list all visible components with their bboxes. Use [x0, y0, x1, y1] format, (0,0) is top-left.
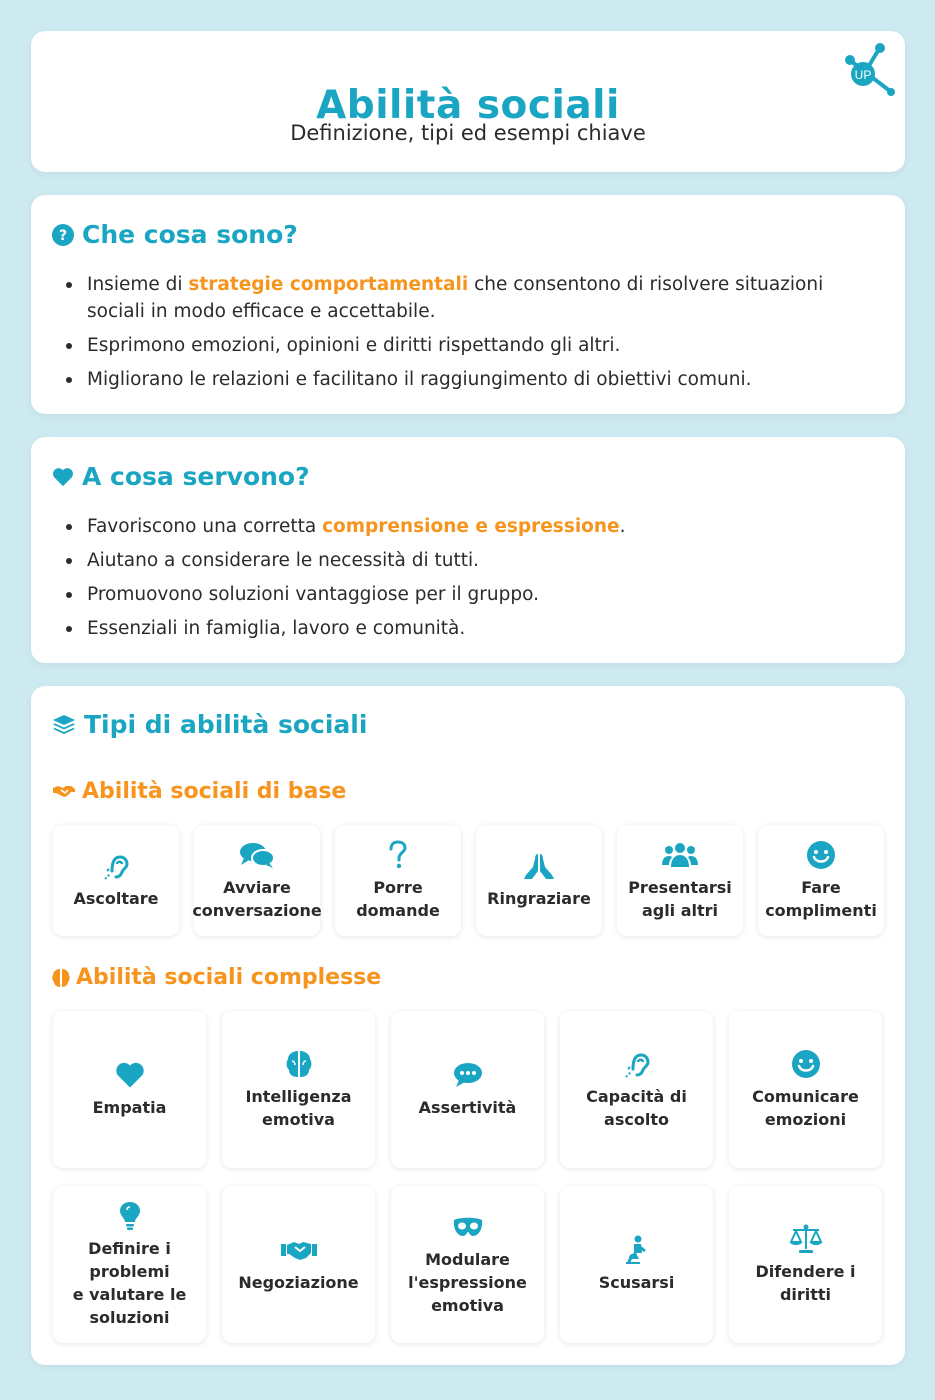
page-title: Abilità sociali — [316, 83, 620, 128]
skill-tile-intelligenza-emotiva — [222, 1011, 375, 1168]
complex-skills-title-text: Abilità sociali complesse — [76, 965, 382, 990]
skill-tile-empatia — [53, 1011, 206, 1168]
comment-dots-icon — [453, 1060, 483, 1090]
list-item-text: . — [619, 516, 626, 537]
skill-label: Fare complimenti — [765, 877, 877, 920]
logo-text: UP — [854, 68, 872, 82]
up-logo-icon — [837, 39, 897, 99]
skill-tile-assertività — [391, 1011, 544, 1168]
skill-tile-definire-i-problemi-e-valutare-le-soluzioni — [53, 1186, 206, 1343]
list-item-text: Promuovono soluzioni vantaggiose per il gruppo. — [87, 584, 539, 605]
header-card — [31, 31, 905, 172]
highlight-text: comprensione e espressione — [322, 516, 620, 537]
praying-hands-icon — [522, 851, 556, 881]
list-item — [66, 332, 855, 359]
skill-label: Negoziazione — [238, 1273, 359, 1292]
skill-label: Difendere i diritti — [755, 1261, 856, 1304]
list-item-text: Migliorano le relazioni e facilitano il raggiungimento di obiettivi comuni. — [87, 369, 752, 390]
skill-tile-ringraziare — [476, 825, 602, 936]
why-section-title — [52, 462, 310, 491]
base-skills-title-text: Abilità sociali di base — [82, 779, 347, 804]
svg-text:?: ? — [58, 227, 68, 244]
ear-icon — [622, 1049, 652, 1079]
skill-label: Porre domande — [356, 877, 440, 920]
mask-icon — [452, 1212, 484, 1242]
list-item-text: che consentono di risolvere situazioni sociali in modo efficace e accettabile. — [87, 274, 824, 322]
skill-tile-comunicare-emozioni — [729, 1011, 882, 1168]
what-section-title — [52, 220, 298, 249]
skill-tile-avviare-conversazione — [194, 825, 320, 936]
list-item — [66, 581, 855, 608]
skill-label: Avviare conversazione — [192, 877, 322, 920]
skill-label: Assertività — [418, 1098, 517, 1117]
skill-label: Empatia — [92, 1098, 167, 1117]
skill-tile-negoziazione — [222, 1186, 375, 1343]
skill-label: Modulare l'espressione emotiva — [408, 1250, 527, 1315]
brain-icon — [52, 968, 70, 988]
heart-icon — [52, 467, 74, 487]
highlight-text: strategie comportamentali — [188, 274, 469, 295]
handshake-icon — [52, 784, 76, 800]
list-item — [66, 271, 855, 325]
complex-skills-title — [52, 965, 381, 990]
list-item — [66, 547, 855, 574]
smile-icon — [806, 840, 836, 870]
question-circle-icon — [52, 224, 74, 246]
skill-tile-porre-domande — [335, 825, 461, 936]
types-card — [31, 686, 905, 1365]
why-title-text: A cosa servono? — [82, 462, 310, 491]
person-kneeling-icon — [624, 1235, 650, 1265]
types-title-text: Tipi di abilità sociali — [84, 710, 368, 739]
brain-icon — [285, 1049, 313, 1079]
skill-tile-capacità-di-ascolto — [560, 1011, 713, 1168]
users-icon — [662, 840, 698, 870]
list-item-text: Aiutano a considerare le necessità di tutti. — [87, 550, 479, 571]
skill-tile-ascoltare — [53, 825, 179, 936]
question-icon — [388, 840, 408, 870]
skill-tile-presentarsi-agli-altri — [617, 825, 743, 936]
handshake-icon — [281, 1235, 317, 1265]
skill-tile-modulare-l-espressione-emotiva — [391, 1186, 544, 1343]
skill-label: Scusarsi — [598, 1273, 675, 1292]
comments-icon — [239, 840, 275, 870]
heart-icon — [115, 1060, 145, 1090]
skill-tile-fare-complimenti — [758, 825, 884, 936]
skill-tile-scusarsi — [560, 1186, 713, 1343]
why-card — [31, 437, 905, 663]
what-title-text: Che cosa sono? — [82, 220, 298, 249]
why-list — [66, 513, 855, 649]
list-item-text: Essenziali in famiglia, lavoro e comunità. — [87, 618, 466, 639]
smile-icon — [791, 1049, 821, 1079]
list-item-text: Favoriscono una corretta — [87, 516, 323, 537]
skill-label: Intelligenza emotiva — [245, 1086, 352, 1129]
list-item-text: Insieme di — [87, 274, 189, 295]
page-subtitle: Definizione, tipi ed esempi chiave — [290, 121, 646, 145]
list-item-text: Esprimono emozioni, opinioni e diritti rispettando gli altri. — [87, 335, 621, 356]
base-skills-title — [52, 779, 346, 804]
skill-label: Ascoltare — [73, 889, 159, 908]
types-section-title — [52, 710, 367, 739]
list-item — [66, 366, 855, 393]
skill-label: Comunicare emozioni — [752, 1086, 859, 1129]
layers-icon — [52, 714, 76, 736]
scale-icon — [789, 1224, 823, 1254]
skill-label: Ringraziare — [487, 889, 591, 908]
ear-icon — [101, 851, 131, 881]
skill-label: Definire i problemi e valutare le soluzioni — [72, 1238, 187, 1327]
list-item — [66, 513, 855, 540]
skill-tile-difendere-i-diritti — [729, 1186, 882, 1343]
skill-label: Capacità di ascolto — [586, 1086, 687, 1129]
list-item — [66, 615, 855, 642]
skill-label: Presentarsi agli altri — [628, 877, 732, 920]
what-card — [31, 195, 905, 414]
what-list — [66, 271, 855, 400]
lightbulb-icon — [119, 1201, 141, 1231]
